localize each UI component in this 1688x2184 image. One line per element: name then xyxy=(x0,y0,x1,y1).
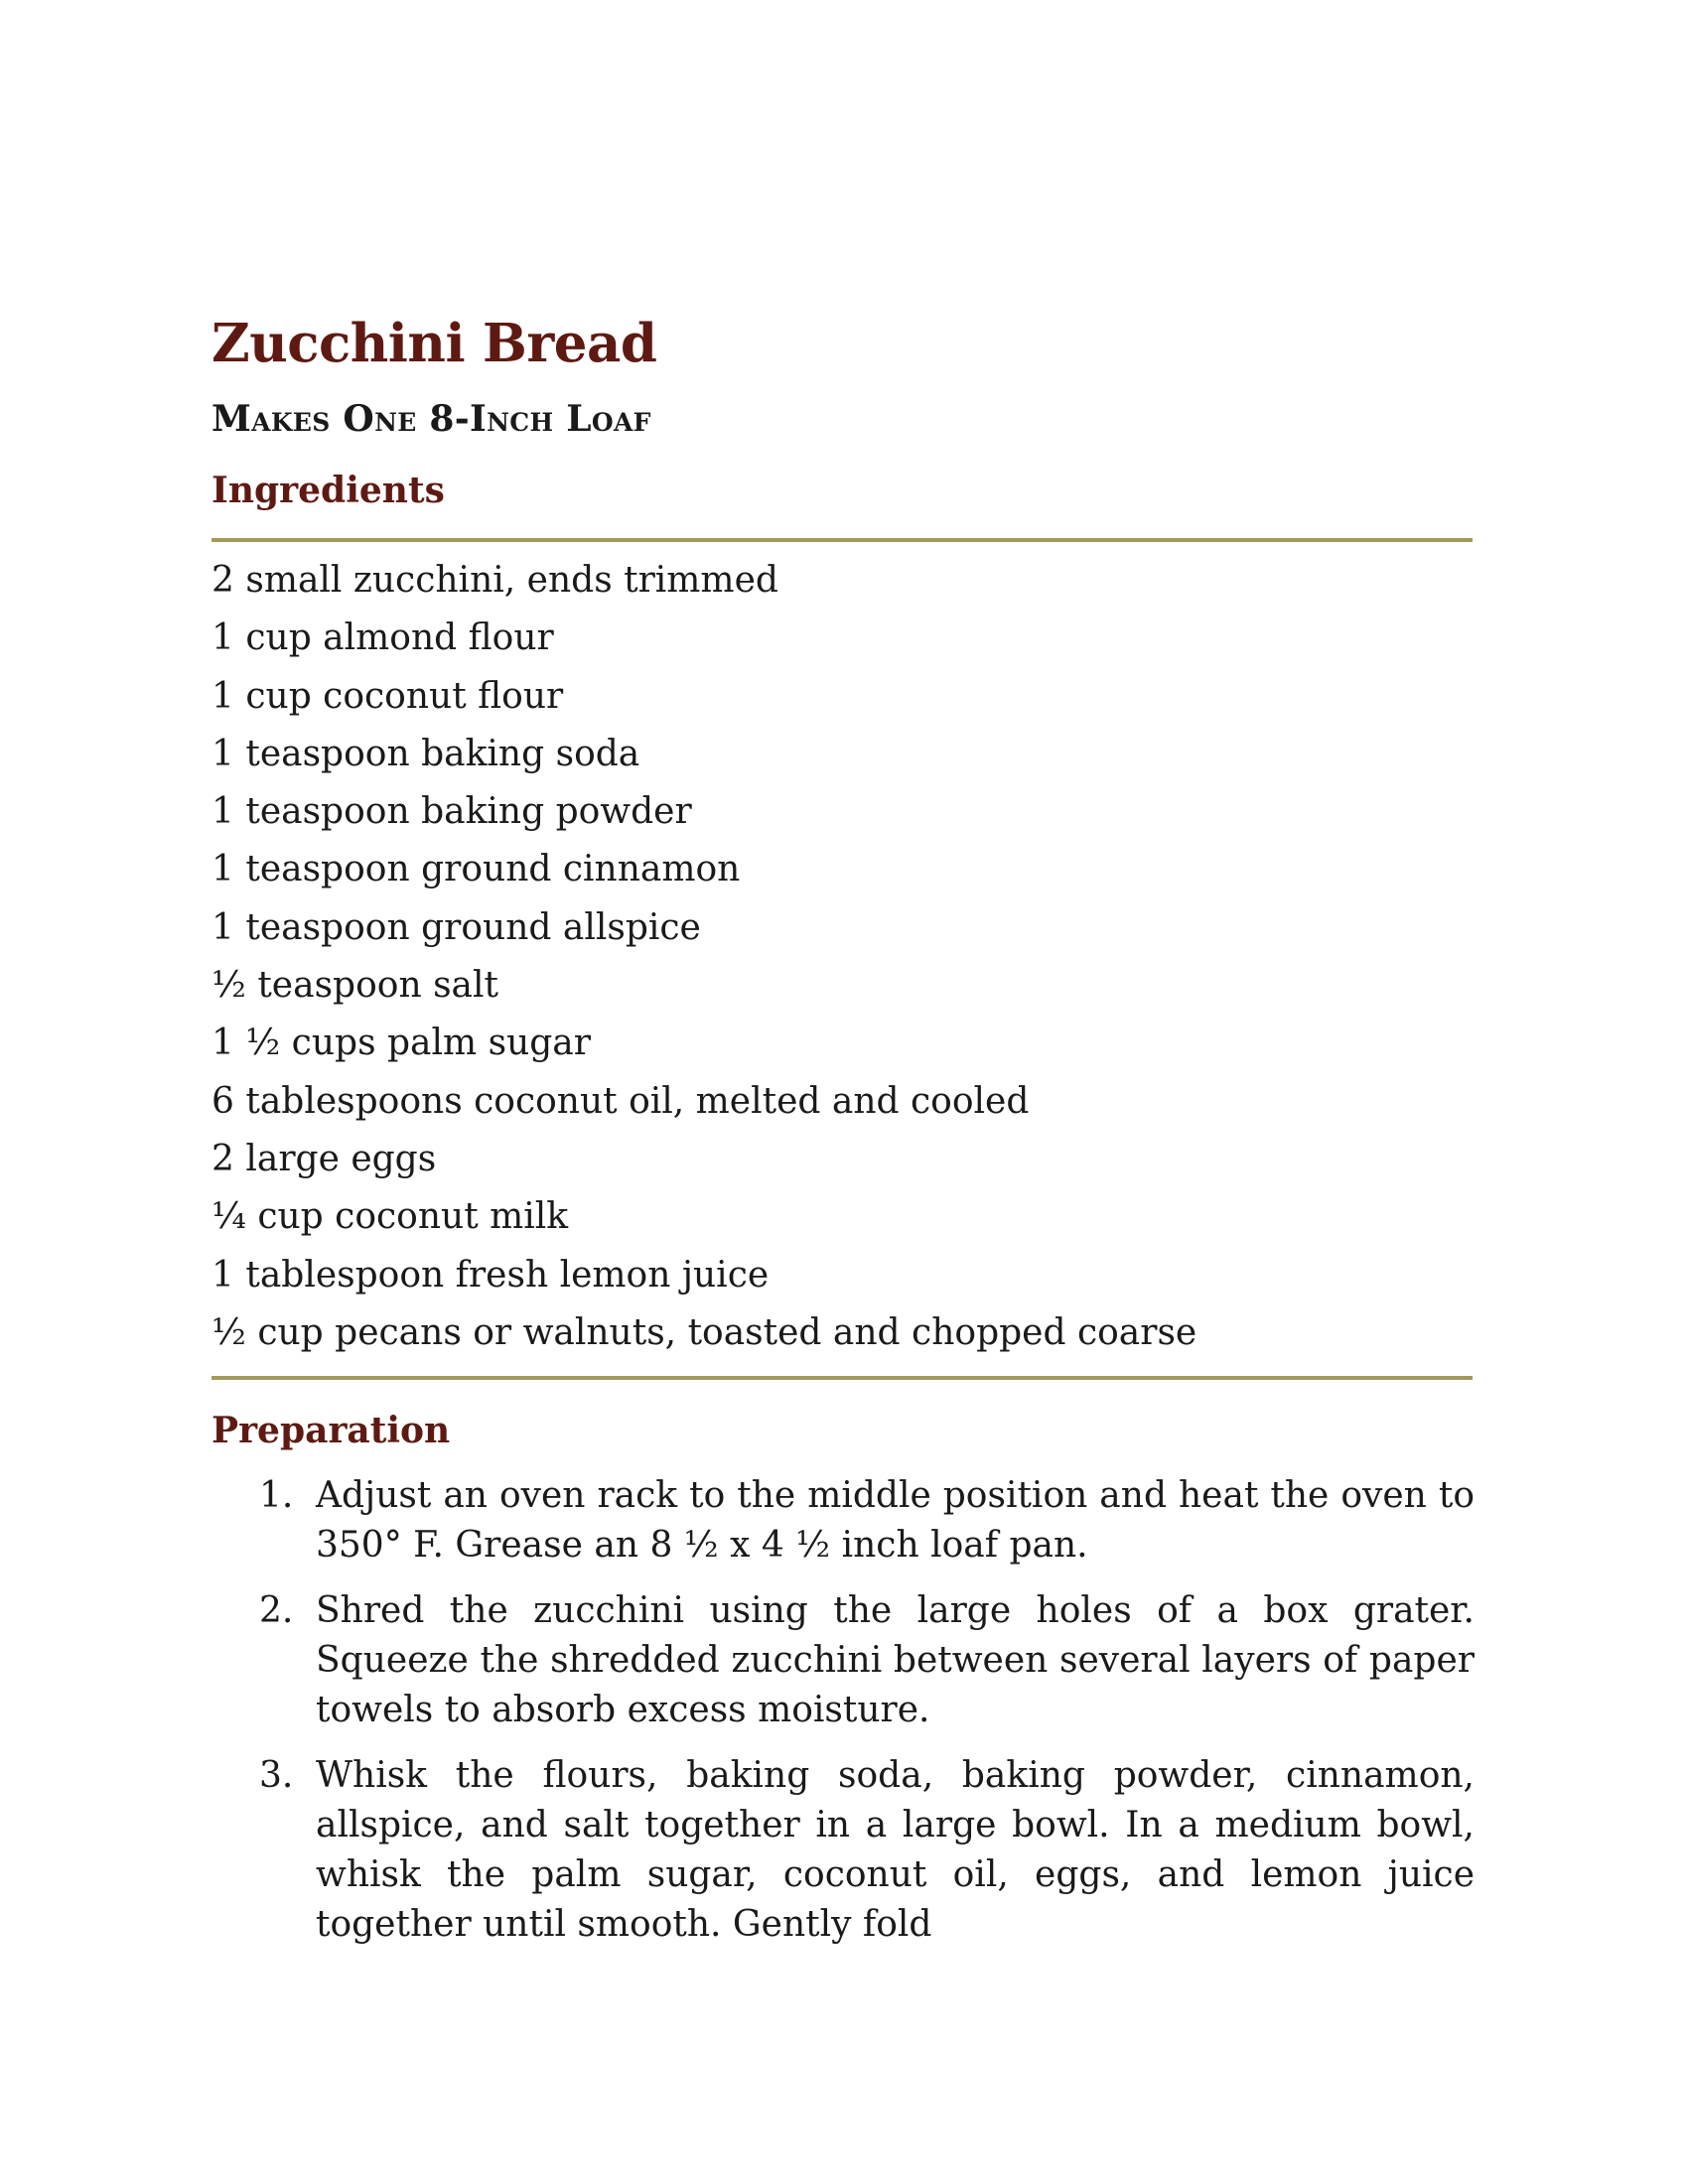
step-text: Adjust an oven rack to the middle position and heat the oven to 350° F. Grease an 8 ½ x 4 ½ inch loaf pan. xyxy=(316,1475,1475,1567)
ingredient-item: ½ teaspoon salt xyxy=(211,965,498,1007)
step-number: 1. xyxy=(259,1475,294,1517)
step-text: Whisk the flours, baking soda, baking powder, cinnamon, allspice, and salt together in a large bowl. In a medium bowl, whisk the palm sugar, coconut oil, eggs, and lemon juice together until smooth. Gently fold xyxy=(316,1755,1475,1946)
recipe-title: Zucchini Bread xyxy=(211,313,657,374)
ingredients-bottom-divider xyxy=(211,1376,1473,1380)
preparation-step xyxy=(211,1471,1475,1570)
preparation-steps xyxy=(211,1471,1475,1950)
step-number: 3. xyxy=(259,1755,294,1797)
step-number: 2. xyxy=(259,1590,294,1632)
ingredients-top-divider xyxy=(211,538,1473,542)
preparation-step xyxy=(211,1586,1475,1735)
ingredient-item: ½ cup pecans or walnuts, toasted and chopped coarse xyxy=(211,1311,1197,1353)
ingredient-item: 1 ½ cups palm sugar xyxy=(211,1023,591,1064)
ingredient-item: 2 small zucchini, ends trimmed xyxy=(211,560,778,601)
recipe-page xyxy=(211,298,1475,1966)
ingredients-list xyxy=(211,552,1475,1362)
preparation-step xyxy=(211,1751,1475,1950)
ingredient-item: 1 tablespoon fresh lemon juice xyxy=(211,1254,770,1296)
recipe-yield: Makes One 8-Inch Loaf xyxy=(211,398,651,440)
ingredient-item: 1 teaspoon ground cinnamon xyxy=(211,849,741,890)
ingredient-item: 1 cup almond flour xyxy=(211,617,554,659)
ingredient-item: 1 cup coconut flour xyxy=(211,675,564,717)
ingredients-heading: Ingredients xyxy=(211,470,445,511)
ingredient-item: 1 teaspoon ground allspice xyxy=(211,906,701,948)
ingredient-item: 6 tablespoons coconut oil, melted and cooled xyxy=(211,1080,1030,1122)
ingredient-item: ¼ cup coconut milk xyxy=(211,1196,569,1238)
ingredient-item: 1 teaspoon baking soda xyxy=(211,733,640,774)
ingredient-item: 1 teaspoon baking powder xyxy=(211,791,692,833)
ingredient-item: 2 large eggs xyxy=(211,1138,437,1179)
step-text: Shred the zucchini using the large holes of a box grater. Squeeze the shredded zucchini between several layers of paper towels to absorb excess moisture. xyxy=(316,1590,1475,1731)
preparation-heading: Preparation xyxy=(211,1410,451,1452)
